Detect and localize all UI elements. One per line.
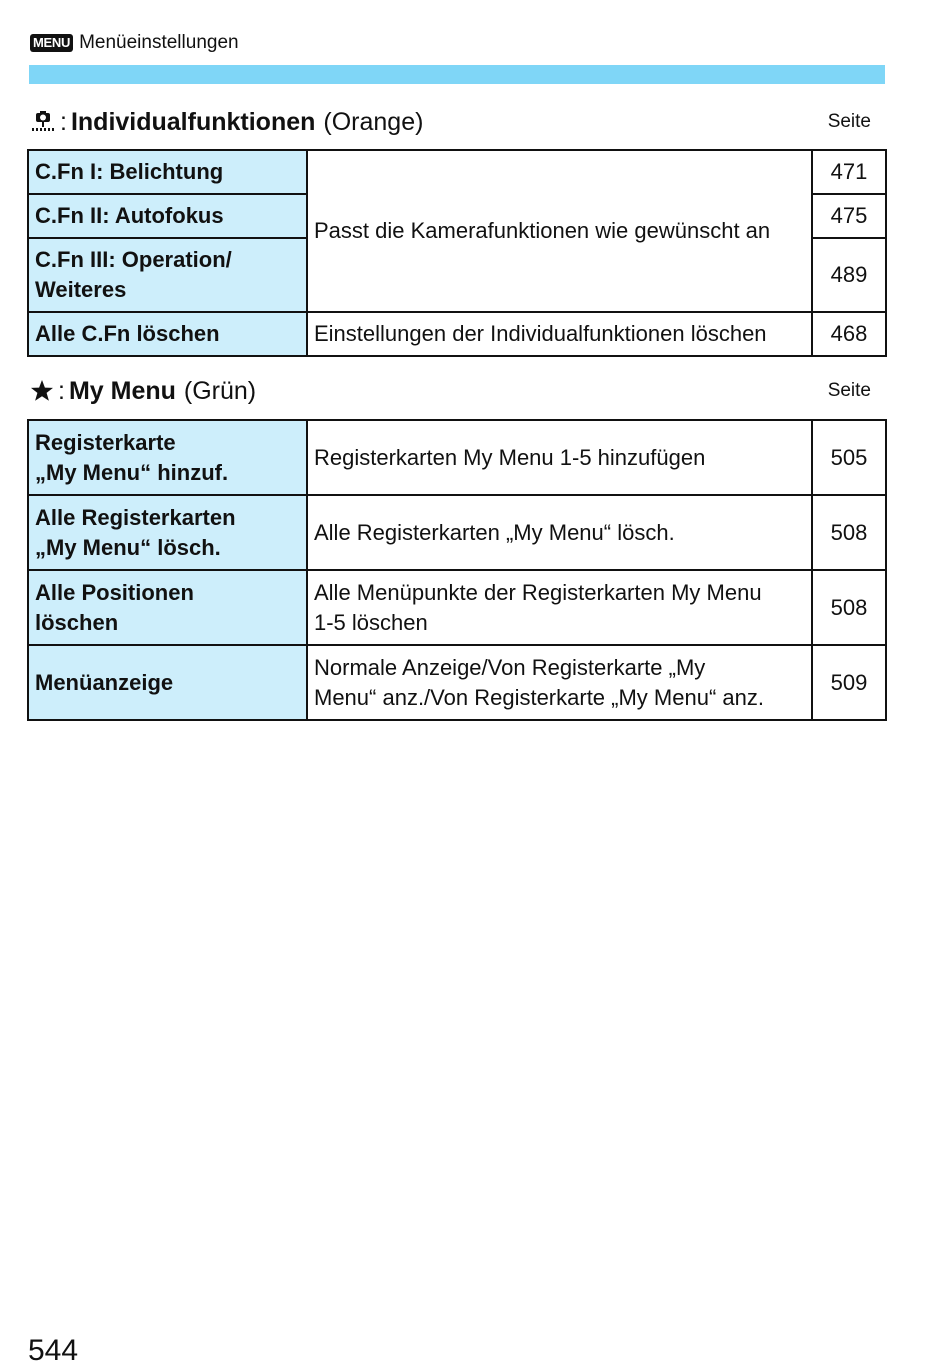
function-name: Registerkarte „My Menu“ hinzuf. [28,420,307,495]
section-color: (Grün) [183,376,257,405]
page-column-label: Seite [827,111,871,132]
page-ref: 471 [812,150,886,194]
page-ref: 489 [812,238,886,312]
function-description: Normale Anzeige/Von Registerkarte „My Menu“ anz./Von Registerkarte „My Menu“ anz. [307,645,812,720]
function-name: Menüanzeige [28,645,307,720]
table-row [28,570,886,645]
function-description: Alle Registerkarten „My Menu“ lösch. [307,495,812,570]
page-column-label: Seite [827,380,871,401]
function-name: C.Fn II: Autofokus [28,194,307,238]
table-row [28,420,886,495]
function-description: Einstellungen der Individualfunktionen löschen [307,312,812,356]
section-color: (Orange) [323,107,424,136]
function-name: Alle Positionen löschen [28,570,307,645]
table-row [28,645,886,720]
custom-functions-table [27,149,887,357]
function-name: C.Fn I: Belichtung [28,150,307,194]
function-name: Alle Registerkarten „My Menu“ lösch. [28,495,307,570]
star-icon [30,379,54,403]
section-title-my-menu: : My Menu (Grün) Seite [30,374,875,408]
page-header [30,30,239,56]
page-ref: 508 [812,495,886,570]
function-name: C.Fn III: Operation/ Weiteres [28,238,307,312]
function-description: Registerkarten My Menu 1-5 hinzufügen [307,420,812,495]
function-description: Passt die Kamerafunktionen wie gewünscht an [307,150,812,312]
function-name: Alle C.Fn löschen [28,312,307,356]
table-row [28,495,886,570]
section-name: My Menu [68,376,176,405]
page-ref: 468 [812,312,886,356]
custom-functions-icon [30,109,56,135]
page-ref: 508 [812,570,886,645]
my-menu-table [27,419,887,721]
page-ref: 505 [812,420,886,495]
section-title-custom-functions: : Individualfunktionen (Orange) Seite [30,105,875,139]
menu-badge: MENU [30,34,73,52]
section-name: Individualfunktionen [70,107,316,136]
page-ref: 509 [812,645,886,720]
table-row [28,150,886,194]
header-bar [29,65,885,84]
function-description: Alle Menüpunkte der Registerkarten My Menu 1-5 löschen [307,570,812,645]
table-row [28,312,886,356]
page-ref: 475 [812,194,886,238]
page-number: 544 [28,1334,79,1367]
header-title: Menüeinstellungen [79,32,239,53]
